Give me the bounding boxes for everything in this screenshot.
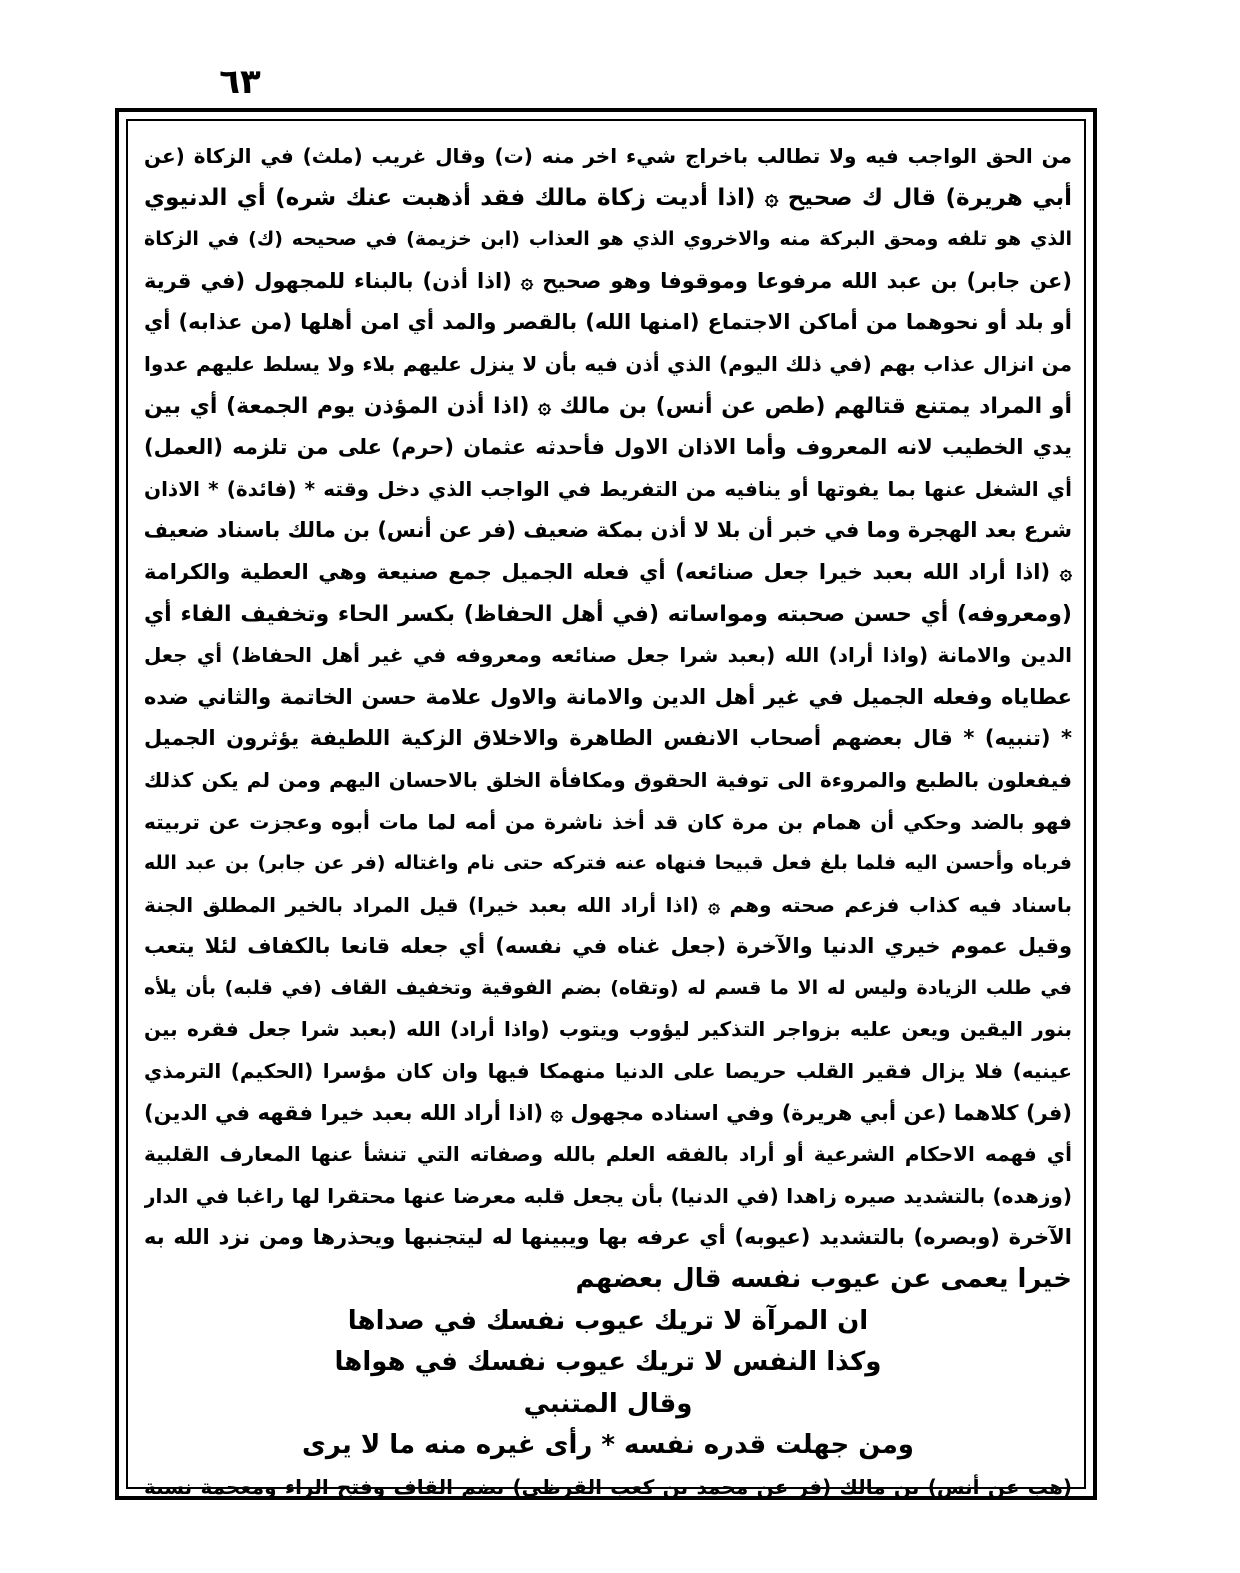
text-line: أي فهمه الاحكام الشرعية أو أراد بالفقه العلم بالله وصفاته التي تنشأ عنها المعارف القلبية [144,1142,1072,1167]
text-line: في طلب الزيادة وليس له الا ما قسم له (وتقاه) بضم الفوقية وتخفيف القاف (في قلبه) بأن يلأه [144,976,1072,999]
text-line: (ومعروفه) أي حسن صحبته ومواساته (في أهل الحفاظ) بكسر الحاء وتخفيف الفاء أي [144,601,1072,627]
text-line: الدين والامانة (واذا أراد) الله (بعبد شرا جعل صنائعه ومعروفه في غير أهل الحفاظ) أي جعل [144,643,1072,668]
text-line: بنور اليقين ويعن عليه بزواجر التذكير ليؤوب ويتوب (واذا أراد) الله (بعبد شرا جعل فقره بين [144,1017,1072,1042]
verse-line: ان المرآة لا تريك عيوب نفسك في صداها [347,1305,869,1336]
poet-intro: وقال المتنبي [523,1388,693,1419]
text-line: من انزال عذاب بهم (في ذلك اليوم) الذي أذن فيه بأن لا ينزل عليهم بلاء ولا يسلط عليهم عدوا [144,351,1072,376]
poem-line: ومن جهلت قدره نفسه * رأى غيره منه ما لا يرى [302,1430,914,1461]
text-line: باسناد فيه كذاب فزعم صحته وهم ۞ (اذا أراد الله بعبد خيرا) قيل المراد بالخير المطلق الجنة [144,892,1072,917]
text-line: ۞ (اذا أراد الله بعبد خيرا جعل صنائعه) أي فعله الجميل جمع صنيعة وهي العطية والكرامة [144,559,1072,584]
text-line: شرع بعد الهجرة وما في خبر أن بلا لا أذن بمكة ضعيف (فر عن أنس) بن مالك باسناد ضعيف [144,518,1072,543]
verse-line: وكذا النفس لا تريك عيوب نفسك في هواها [334,1347,882,1378]
text-line: أبي هريرة) قال ك صحيح ۞ (اذا أديت زكاة مالك فقد أذهبت عنك شره) أي الدنيوي [144,184,1072,211]
text-line: أو المراد يمتنع قتالهم (طص عن أنس) بن مالك ۞ (اذا أذن المؤذن يوم الجمعة) أي بين [144,393,1072,419]
text-line: (فر) كلاهما (عن أبي هريرة) وفي اسناده مجهول ۞ (اذا أراد الله بعبد خيرا فقهه في الدين) [144,1100,1072,1125]
text-body [144,136,1072,1499]
text-line: الآخرة (وبصره) بالتشديد (عيوبه) أي عرفه بها ويبينها له ليتجنبها ويحذرها ومن نزد الله به [144,1225,1072,1250]
text-line: (وزهده) بالتشديد صيره زاهدا (في الدنيا) بأن يجعل قلبه معرضا عنها محتقرا لها راغبا في الدار [144,1183,1072,1208]
text-line: الذي هو تلفه ومحق البركة منه والاخروي الذي هو العذاب (ابن خزيمة) في صحيحه (ك) في الزكاة [144,228,1072,251]
text-line: خيرا يعمى عن عيوب نفسه قال بعضهم [575,1264,1072,1295]
text-line: أي الشغل عنها بما يفوتها أو ينافيه من التفريط في الواجب الذي دخل وقته * (فائدة) * الاذان [144,476,1072,501]
page-number: ٦٣ [219,62,261,102]
text-line: يدي الخطيب لانه المعروف وأما الاذان الاول فأحدثه عثمان (حرم) على من تلزمه (العمل) [144,435,1072,460]
text-line: (عن جابر) بن عبد الله مرفوعا وموقوفا وهو صحيح ۞ (اذا أذن) بالبناء للمجهول (في قرية [144,268,1072,293]
text-line: فيفعلون بالطبع والمروءة الى توفية الحقوق ومكافأة الخلق بالاحسان اليهم ومن لم يكن كذلك [144,767,1072,792]
text-line: عطاياه وفعله الجميل في غير أهل الدين والامانة والاول علامة حسن الخاتمة والثاني ضده [144,684,1072,709]
text-line: وقيل عموم خيري الدنيا والآخرة (جعل غناه في نفسه) أي جعله قانعا بالكفاف لئلا يتعب [144,934,1072,959]
text-line: (هب عن أنس) بن مالك (فر عن محمد بن كعب القرظي) بضم القاف وفتح الراء ومعجمة نسبة [144,1475,1072,1499]
text-line: فرباه وأحسن اليه فلما بلغ فعل قبيحا فنهاه عنه فتركه حتى نام واغتاله (فر عن جابر) بن عبد الله [144,852,1072,875]
text-line: * (تنبيه) * قال بعضهم أصحاب الانفس الطاهرة والاخلاق الزكية اللطيفة يؤثرون الجميل [144,726,1072,751]
text-line: عينيه) فلا يزال فقير القلب حريصا على الدنيا منهمكا فيها وان كان مؤسرا (الحكيم) الترمذي [144,1059,1072,1084]
text-line: فهو بالضد وحكي أن همام بن مرة كان قد أخذ ناشرة من أمه لما مات أبوه وعجزت عن تربيته [144,809,1072,834]
text-line: أو بلد أو نحوهما من أماكن الاجتماع (امنها الله) بالقصر والمد أي امن أهلها (من عذابه) أي [144,310,1072,335]
text-line: من الحق الواجب فيه ولا تطالب باخراج شيء اخر منه (ت) وقال غريب (ملث) في الزكاة (عن [144,144,1072,168]
